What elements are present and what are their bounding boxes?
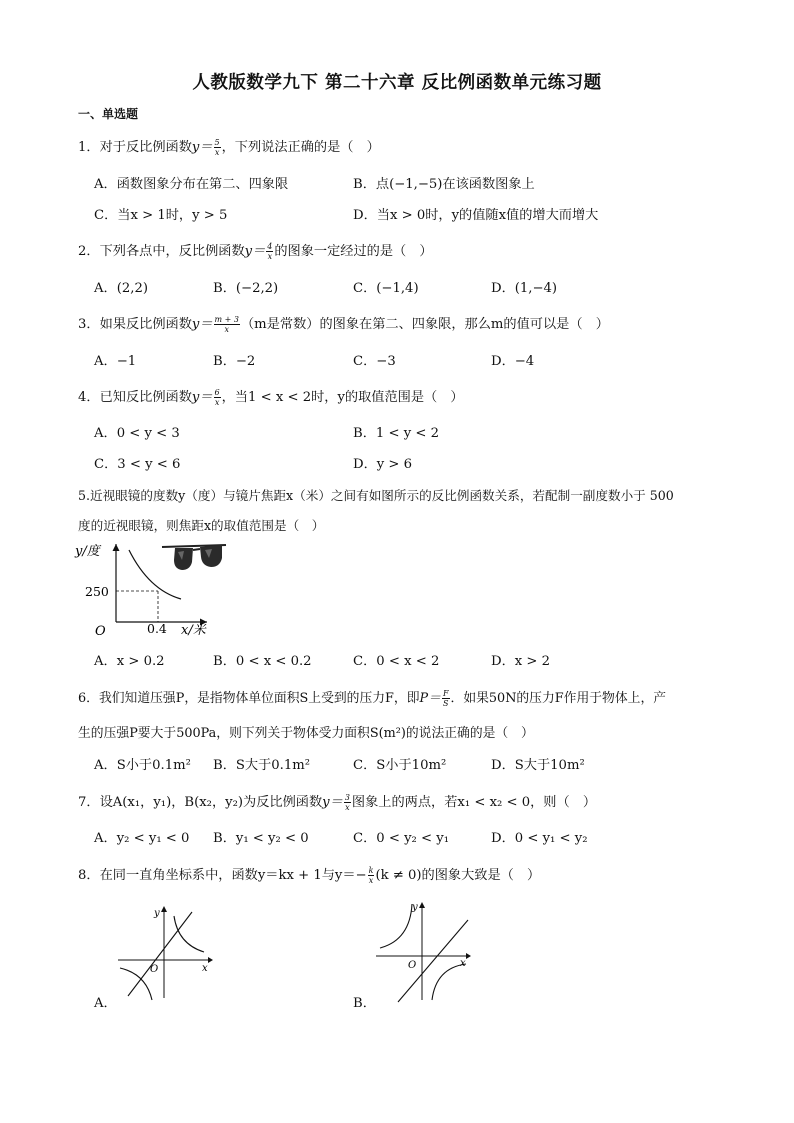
- question-6-stem-line-2: 生的压强P要大于500Pa，则下列关于物体受力面积S(m²)的说法正确的是（ ）: [78, 726, 534, 741]
- question-6-option-a[interactable]: A．S小于0.1m²: [94, 758, 191, 773]
- fraction-numerator: F: [442, 689, 449, 698]
- question-1-option-a[interactable]: A．函数图象分布在第二、四象限: [94, 177, 289, 192]
- question-6-option-c[interactable]: C．S小于10m²: [353, 758, 447, 773]
- origin-label: O: [95, 624, 106, 638]
- question-5-option-a[interactable]: A．x > 0.2: [94, 654, 165, 669]
- question-2-option-b[interactable]: B．(−2,2): [213, 281, 279, 296]
- question-8-graph-a: [112, 900, 217, 1005]
- linear-line: [128, 912, 192, 996]
- question-7-stem: [78, 791, 596, 812]
- question-2-option-d[interactable]: D．(1,−4): [491, 281, 558, 296]
- question-8-graph-b: [372, 898, 477, 1008]
- question-8-text: 8．在同一直角坐标系中，函数y＝kx + 1与y＝−: [78, 868, 367, 883]
- y-axis-label: y: [412, 902, 418, 913]
- question-3-text-end: （m是常数）的图象在第二、四象限，那么m的值可以是（ ）: [241, 317, 609, 332]
- question-2-option-a[interactable]: A．(2,2): [94, 281, 148, 296]
- question-2-text-end: 的图象一定经过的是（ ）: [274, 244, 433, 259]
- fraction-denominator: x: [214, 148, 220, 157]
- y-tick-label: 250: [85, 584, 109, 599]
- question-6-stem-line-1: [78, 687, 666, 708]
- question-3-option-c[interactable]: C．−3: [353, 354, 396, 369]
- origin-label: O: [408, 960, 417, 971]
- x-tick-label: 0.4: [147, 621, 167, 636]
- fraction-numerator: 4: [267, 242, 273, 251]
- question-3-stem: [78, 313, 609, 334]
- question-7-function: y＝: [322, 795, 343, 810]
- question-8-fraction: [368, 866, 375, 885]
- question-2-fraction: [266, 242, 273, 261]
- question-8-stem: [78, 864, 540, 885]
- question-6-option-d[interactable]: D．S大于10m²: [491, 758, 585, 773]
- question-3-option-d[interactable]: D．−4: [491, 354, 535, 369]
- question-3-option-b[interactable]: B．−2: [213, 354, 256, 369]
- fraction-denominator: x: [224, 325, 230, 334]
- fraction-denominator: x: [368, 876, 374, 885]
- question-4-option-c[interactable]: C．3 < y < 6: [94, 457, 181, 472]
- fraction-denominator: x: [267, 252, 273, 261]
- fraction-numerator: 3: [344, 793, 350, 802]
- question-7-option-a[interactable]: A．y₂ < y₁ < 0: [94, 831, 190, 846]
- question-5-stem-line-1: 5.近视眼镜的度数y（度）与镜片焦距x（米）之间有如图所示的反比例函数关系，若配制一副度数小于 500: [78, 488, 674, 503]
- question-4-text: 4．已知反比例函数: [78, 390, 192, 405]
- y-axis-label: y: [154, 908, 160, 919]
- question-5-option-b[interactable]: B．0 < x < 0.2: [213, 654, 312, 669]
- hyperbola-branch-q3: [120, 968, 152, 1000]
- question-4-option-d[interactable]: D．y > 6: [353, 457, 413, 472]
- question-1-fraction: [214, 138, 221, 157]
- fraction-numerator: k: [368, 866, 374, 875]
- question-2-text: 2．下列各点中，反比例函数: [78, 244, 245, 259]
- question-3-text: 3．如果反比例函数: [78, 317, 192, 332]
- question-4-function: y＝: [191, 390, 213, 405]
- hyperbola-branch-q2: [380, 904, 412, 948]
- question-8-option-b[interactable]: B．: [353, 996, 376, 1011]
- question-4-option-b[interactable]: B．1 < y < 2: [353, 426, 439, 441]
- x-axis-label: x: [460, 958, 466, 969]
- question-1-option-d[interactable]: D．当x > 0时，y的值随x值的增大而增大: [353, 208, 599, 223]
- fraction-denominator: x: [345, 803, 350, 812]
- sunglasses-icon: [160, 540, 230, 574]
- question-3-option-a[interactable]: A．−1: [94, 354, 137, 369]
- question-6-formula: P＝: [419, 691, 441, 706]
- question-7-text-end: 图象上的两点，若x₁ < x₂ < 0，则（ ）: [351, 795, 597, 810]
- question-6-text: 6．我们知道压强P，是指物体单位面积S上受到的压力F，即: [78, 691, 420, 706]
- question-5-option-c[interactable]: C．0 < x < 2: [353, 654, 440, 669]
- page-title: 人教版数学九下 第二十六章 反比例函数单元练习题: [192, 73, 602, 93]
- x-axis-label: x: [202, 963, 208, 974]
- question-1-option-b[interactable]: B．点(−1,−5)在该函数图象上: [353, 177, 535, 192]
- section-heading: 一、单选题: [78, 107, 139, 121]
- question-6-fraction: [442, 689, 450, 708]
- question-1-text: 1．对于反比例函数: [78, 140, 192, 155]
- question-7-option-d[interactable]: D．0 < y₁ < y₂: [491, 831, 588, 846]
- question-3-fraction: [214, 315, 240, 334]
- question-1-stem: [78, 136, 380, 157]
- question-6-option-b[interactable]: B．S大于0.1m²: [213, 758, 311, 773]
- question-8-option-a[interactable]: A．: [94, 996, 117, 1011]
- question-7-option-c[interactable]: C．0 < y₂ < y₁: [353, 831, 450, 846]
- question-3-function: y＝: [191, 317, 213, 332]
- hyperbola-branch-q1: [174, 916, 204, 952]
- question-1-text-end: ，下列说法正确的是（ ）: [221, 140, 380, 155]
- question-5-option-d[interactable]: D．x > 2: [491, 654, 551, 669]
- fraction-numerator: m + 3: [214, 315, 239, 324]
- question-7-option-b[interactable]: B．y₁ < y₂ < 0: [213, 831, 309, 846]
- fraction-numerator: 5: [214, 138, 220, 147]
- fraction-denominator: x: [214, 398, 220, 407]
- question-1-function: y＝: [191, 140, 213, 155]
- fraction-numerator: 6: [214, 388, 220, 397]
- question-1-option-c[interactable]: C．当x > 1时，y > 5: [94, 208, 228, 223]
- question-2-option-c[interactable]: C．(−1,4): [353, 281, 419, 296]
- question-4-fraction: [214, 388, 221, 407]
- question-4-text-end: ，当1 < x < 2时，y的取值范围是（ ）: [221, 390, 464, 405]
- fraction-denominator: S: [442, 699, 449, 708]
- question-2-stem: [78, 240, 433, 261]
- x-axis-label: x/米: [181, 623, 206, 638]
- question-2-function: y＝: [244, 244, 266, 259]
- question-5-stem-line-2: 度的近视眼镜，则焦距x的取值范围是（ ）: [78, 518, 325, 533]
- hyperbola-branch-q4: [432, 964, 466, 1000]
- question-4-stem: [78, 386, 464, 407]
- question-4-option-a[interactable]: A．0 < y < 3: [94, 426, 180, 441]
- question-8-text-end: (k ≠ 0)的图象大致是（ ）: [375, 868, 541, 883]
- y-axis-label: y/度: [75, 544, 100, 559]
- question-7-fraction: [344, 793, 351, 812]
- origin-label: O: [150, 964, 159, 975]
- question-6-text-end: ．如果50N的压力F作用于物体上，产: [450, 691, 667, 706]
- question-7-text: 7．设A(x₁，y₁)，B(x₂，y₂)为反比例函数: [78, 795, 323, 810]
